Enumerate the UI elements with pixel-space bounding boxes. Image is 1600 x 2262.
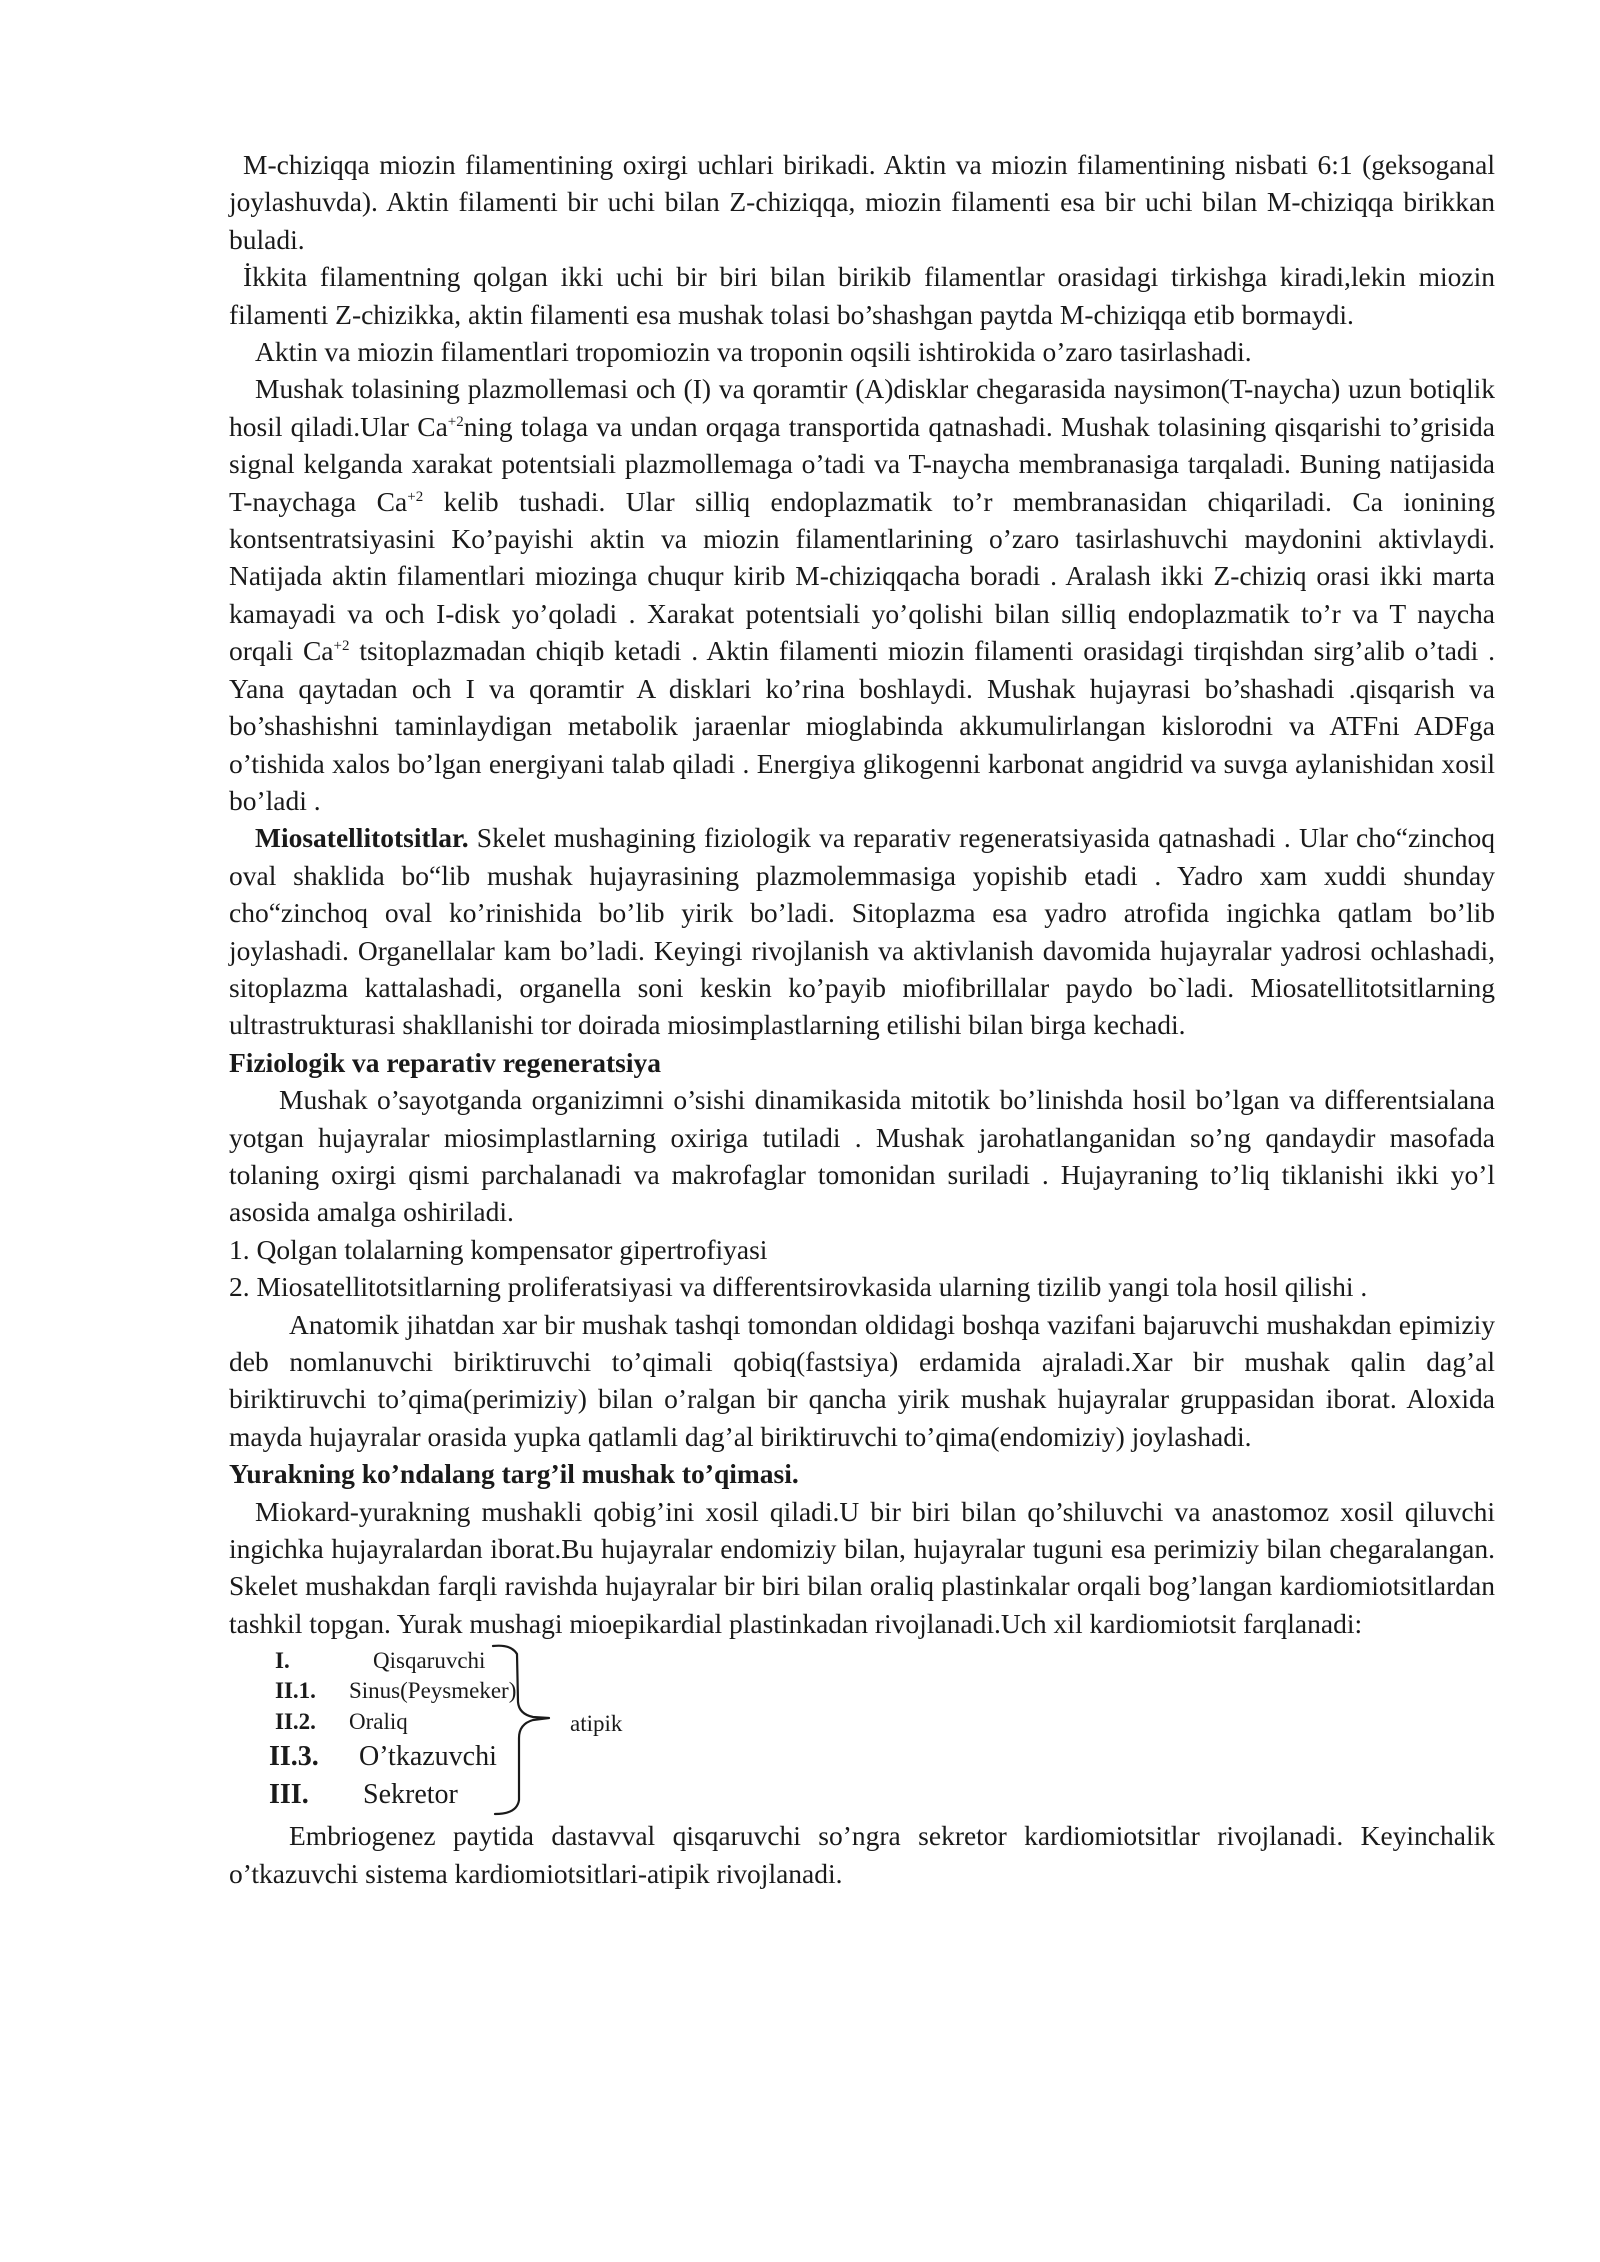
paragraph-7: Anatomik jihatdan xar bir mushak tashqi tomondan oldidagi boshqa vazifani bajaruvchi mushakdan epimiziy deb nomlanuvchi biriktiruvchi to’qimali qobiq(fastsiya) erdamida ajraladi.Xar bir mushak qalin dag’al biriktiruvchi to’qima(perimiziy) bilan o’ralgan bir qancha yirik mushak hujayralar gruppasidan iborat. Aloxida mayda hujayralar orasida yupka qatlamli dag’al biriktiruvchi to’qima(endomiziy) joylashadi. <box>229 1308 1495 1452</box>
list-number: III. <box>269 1779 309 1811</box>
list-item <box>269 1738 497 1775</box>
paragraph-6: Mushak o’sayotganda organizimni o’sishi dinamikasida mitotik bo’linishda hosil bo’lgan va differentsialana yotgan hujayralar miosimplastlarning oxiriga tutiladi . Mushak jarohatlanganidan so’ng qandaydir masofada tolaning oxirgi qismi parchalanadi va makrofaglar tomonidan suriladi . Hujayraning to’liq tiklanishi ikki yo’l asosida amalga oshiriladi. <box>229 1084 1495 1228</box>
p4-text-c: kelib tushadi. Ular silliq endoplazmatik to’r membranasidan chiqariladi. Ca ionining kontsentratsiyasini Ko’payishi aktin va miozin filamentlarining o’zaro tasirlashuvchi maydonini aktivlaydi. Natijada aktin filamentlari miozinga chuqur kirib M-chiziqqacha boradi . Aralash ikki Z-chiziq orasi ikki marta kamayadi va och I-disk yo’qoladi . Xarakat potentsiali yo’qolishi bilan silliq endoplazmatik to’r va T naycha orqali Ca <box>229 485 1495 667</box>
term-miosatellitotsitlar: Miosatellitotsitlar. <box>255 822 469 854</box>
list-label: O’tkazuvchi <box>359 1741 497 1773</box>
list-item <box>269 1776 458 1813</box>
brace-label: atipik <box>570 1711 623 1737</box>
list-number: II.3. <box>269 1741 319 1773</box>
superscript: +2 <box>447 413 464 430</box>
paragraph-9: Embriogenez paytida dastavval qisqaruvchi so’ngra sekretor kardiomiotsitlar rivojlanadi. Keyinchalik o’tkazuvchi sistema kardiomiotsitlari-atipik rivojlanadi. <box>229 1820 1495 1889</box>
list-item: 2. Miosatellitotsitlarning proliferatsiyasi va differentsirovkasida ularning tizilib yangi tola hosil qilishi . <box>229 1271 1368 1303</box>
paragraph-2: İkkita filamentning qolgan ikki uchi bir biri bilan birikib filamentlar orasidagi tirkishga kiradi,lekin miozin filamenti Z-chizikka, aktin filamenti esa mushak tolasi bo’shashgan paytda M-chiziqqa etib bormaydi. <box>229 261 1495 330</box>
p4-text-d: tsitoplazmadan chiqib ketadi . Aktin filamenti miozin filamenti orasidagi tirqishdan sirg’alib o’tadi . Yana qaytadan och I va qoramtir A disklari ko’rina boshlaydi. Mushak hujayrasi bo’shashadi .qisqarish va bo’shashishni taminlaydigan metabolik jaraenlar mioglabinda akkumulirlangan kislorodni va ATFni ADFga o’tishida xalos bo’lgan energiyani talab qiladi . Energiya glikogenni karbonat angidrid va suvga aylanishidan xosil bo’ladi . <box>229 635 1495 816</box>
p4-text-b: ning tolaga va undan orqaga transportida qatnashadi. Mushak tolasining qisqarishi to’grisida signal kelganda xarakat potentsiali plazmollemaga o’tadi va T-naycha membranasiga tarqaladi. Buning natijasida T-naychaga Ca <box>229 410 1495 517</box>
list-number: I. <box>275 1648 290 1674</box>
list-item <box>275 1703 408 1740</box>
p4-text-a: Mushak tolasining plazmollemasi och (I) va qoramtir (A)disklar chegarasida naysimon(T-naycha) uzun botiqlik hosil qiladi.Ular Ca <box>229 373 1495 442</box>
superscript: +2 <box>407 488 424 505</box>
paragraph-5 <box>229 819 1495 1043</box>
list-number: II.2. <box>275 1709 316 1735</box>
list-item: 1. Qolgan tolalarning kompensator gipertrofiyasi <box>229 1233 768 1265</box>
heading-heart-muscle: Yurakning ko’ndalang targ’il mushak to’qimasi. <box>229 1458 799 1490</box>
list-label: Sinus(Peysmeker) <box>349 1678 517 1704</box>
list-label: Sekretor <box>363 1779 458 1811</box>
paragraph-3: Aktin va miozin filamentlari tropomiozin va troponin oqsili ishtirokida o’zaro tasirlashadi. <box>255 336 1252 368</box>
right-brace-icon <box>491 1642 553 1817</box>
list-number: II.1. <box>275 1678 316 1704</box>
list-label: Qisqaruvchi <box>373 1648 486 1674</box>
paragraph-1: M-chiziqqa miozin filamentining oxirgi uchlari birikadi. Aktin va miozin filamentining nisbati 6:1 (geksoganal joylashuvda). Aktin filamenti bir uchi bilan Z-chiziqqa, miozin filamenti esa bir uchi bilan M-chiziqqa birikkan buladi. <box>229 149 1495 255</box>
cardiomyocyte-type-list <box>229 1642 1495 1817</box>
heading-regeneration: Fiziologik va reparativ regeneratsiya <box>229 1046 662 1078</box>
p5-text: Skelet mushagining fiziologik va reparativ regeneratsiyasida qatnashadi . Ular cho“zinchoq oval shaklida bo“lib mushak hujayrasining plazmolemmasiga yopishib etadi . Yadro xam xuddi shunday cho“zinchoq oval ko’rinishida bo’lib yirik bo’ladi. Sitoplazma esa yadro atrofida ingichka qatlam bo’lib joylashadi. Organellalar kam bo’ladi. Keyingi rivojlanish va aktivlanish davomida hujayralar yadrosi ochlashadi, sitoplazma kattalashadi, organella soni keskin ko’payib miofibrillalar paydo bo`ladi. Miosatellitotsitlarning ultrastrukturasi shakllanishi tor doirada miosimplastlarning etilishi bilan birga kechadi. <box>229 822 1495 1041</box>
document-page <box>229 146 1495 1892</box>
list-label: Oraliq <box>349 1709 408 1735</box>
superscript: +2 <box>333 638 350 655</box>
paragraph-4 <box>229 370 1495 819</box>
paragraph-8: Miokard-yurakning mushakli qobig’ini xosil qiladi.U bir biri bilan qo’shiluvchi va anastomoz xosil qiluvchi ingichka hujayralardan iborat.Bu hujayralar endomiziy bilan, hujayralar tuguni esa perimiziy bilan chegaralangan. Skelet mushakdan farqli ravishda hujayralar bir biri bilan oraliq plastinkalar orqali bog’langan kardiomiotsitlardan tashkil topgan. Yurak mushagi mioepikardial plastinkadan rivojlanadi.Uch xil kardiomiotsit farqlanadi: <box>229 1495 1495 1639</box>
